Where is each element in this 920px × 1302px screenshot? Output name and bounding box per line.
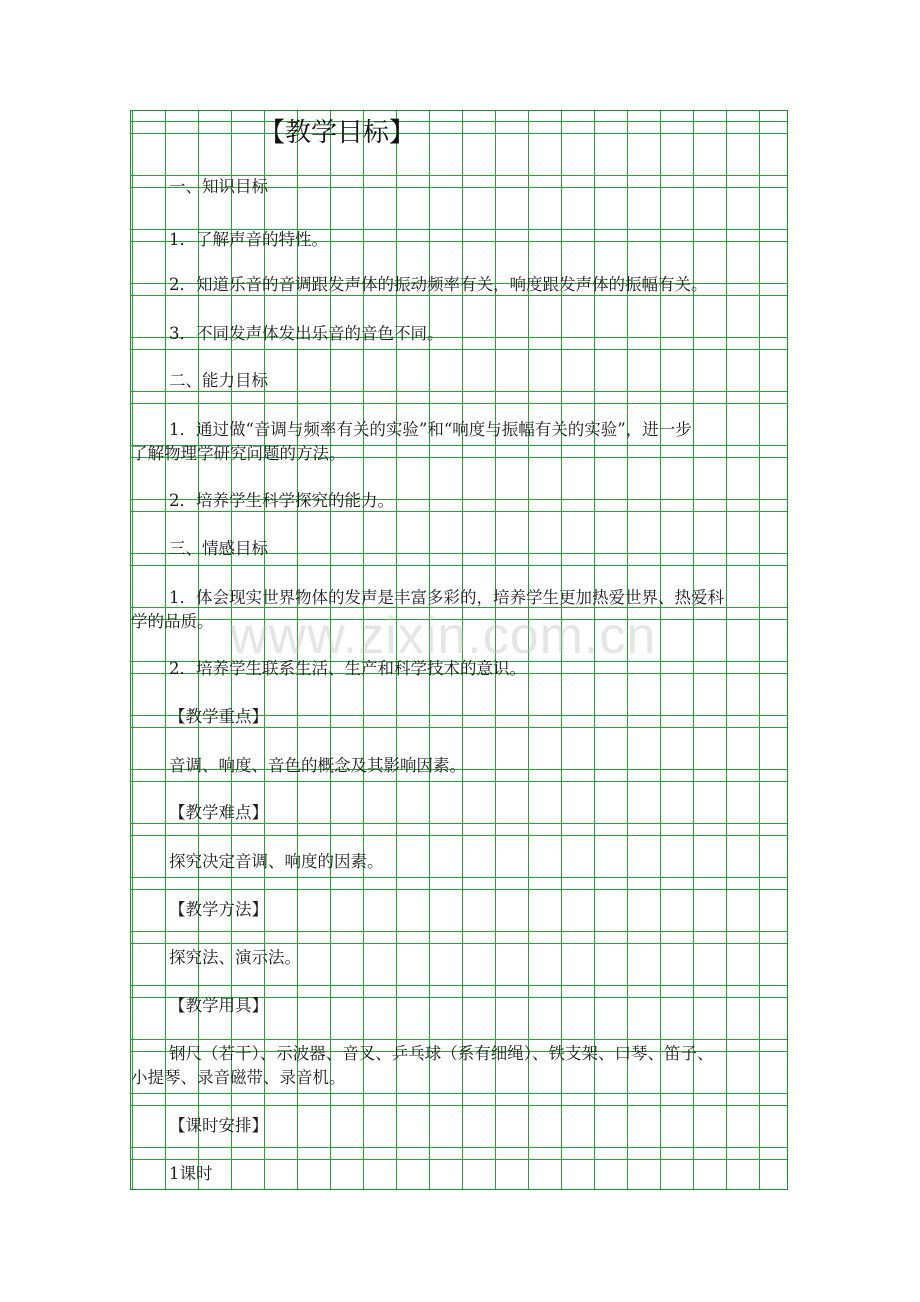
text-line: 【教学方法】 [169,900,268,919]
text-line: 【教学用具】 [169,996,268,1015]
text-line: 3．不同发声体发出乐音的音色不同。 [169,324,444,343]
text-line: 探究决定音调、响度的因素。 [169,852,384,871]
text-line: 2．培养学生科学探究的能力。 [169,491,394,510]
text-line: 【课时安排】 [169,1116,268,1135]
text-line: 了解物理学研究问题的方法。 [131,444,346,463]
page-title: 【教学目标】 [259,118,416,148]
text-line: 2．知道乐音的音调跟发声体的振动频率有关，响度跟发声体的振幅有关。 [169,275,708,294]
text-line: 二、能力目标 [169,371,268,390]
text-line: 1．通过做“音调与频率有关的实验”和“响度与振幅有关的实验”，进一步 [169,420,692,439]
text-line: 三、情感目标 [169,539,268,558]
text-line: 探究法、演示法。 [169,948,301,967]
text-line: 2．培养学生联系生活、生产和科学技术的意识。 [169,659,526,678]
text-line: 1课时 [169,1164,213,1183]
grid-paper [130,110,788,1190]
watermark: www.zixin.com.cn [230,607,657,665]
text-line: 小提琴、录音磁带、录音机。 [131,1068,346,1087]
text-line: 学的品质。 [131,612,214,631]
text-line: 音调、响度、音色的概念及其影响因素。 [169,756,466,775]
text-line: 1．了解声音的特性。 [169,230,328,249]
text-line: 【教学难点】 [169,803,268,822]
text-line: 1．体会现实世界物体的发声是丰富多彩的，培养学生更加热爱世界、热爱科 [169,588,724,607]
text-line: 【教学重点】 [169,707,268,726]
text-line: 钢尺（若干）、示波器、音叉、乒乓球（系有细绳）、铁支架、口琴、笛子、 [169,1044,714,1063]
text-line: 一、知识目标 [169,177,268,196]
